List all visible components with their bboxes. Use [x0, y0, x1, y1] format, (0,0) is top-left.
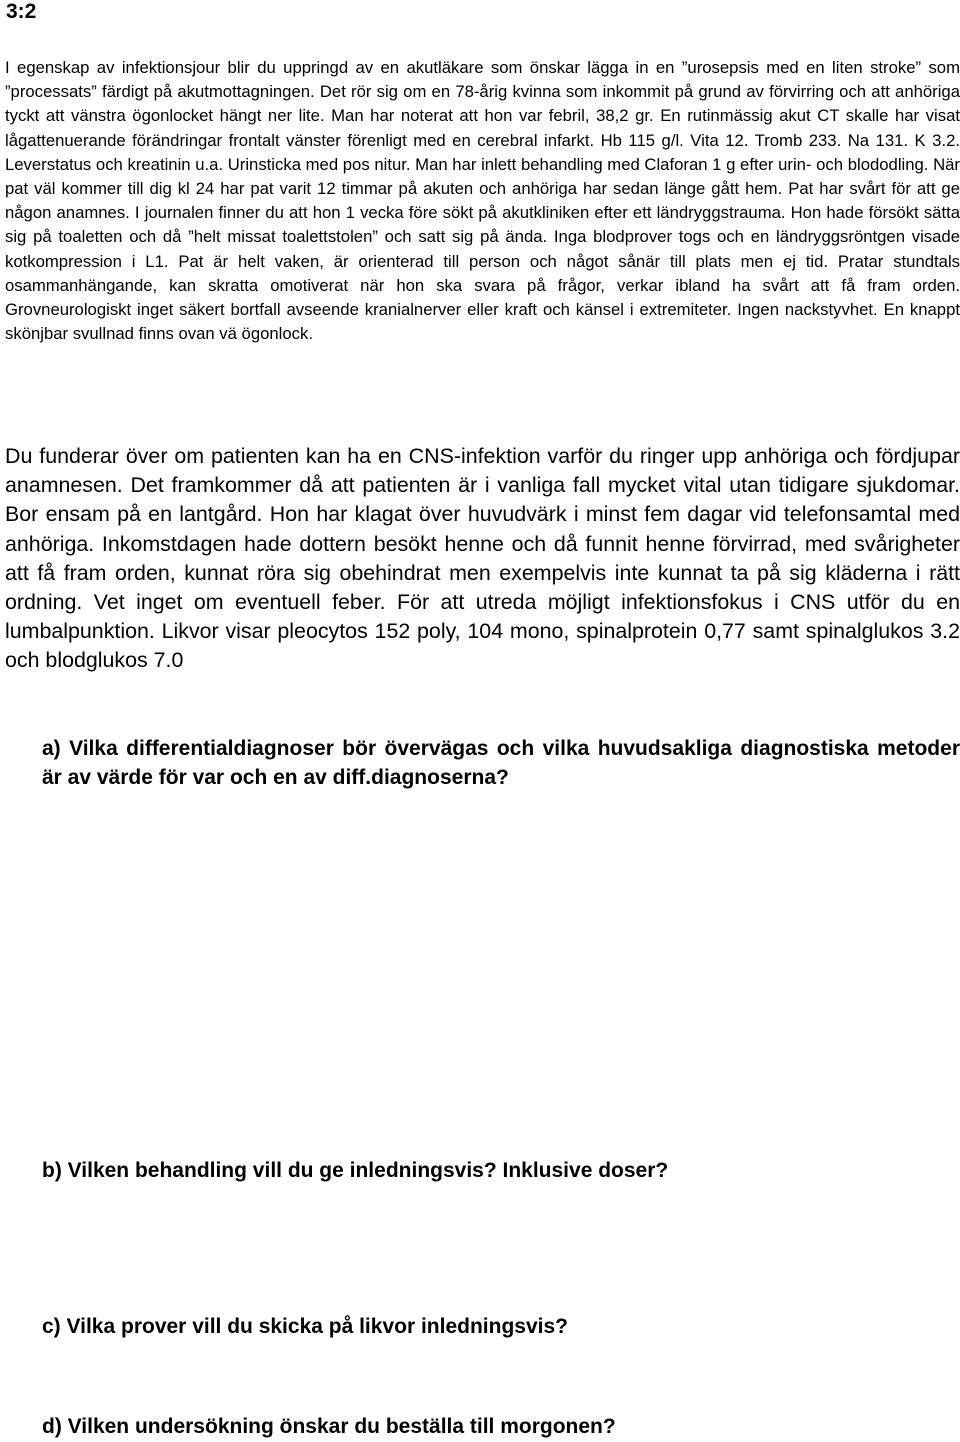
case-followup: Du funderar över om patienten kan ha en CNS-infektion varför du ringer upp anhöriga och fördjupar anamnesen. Det framkommer då att patienten är i vanliga fall mycket vital utan tidigare sjukdomar. Bor ensam på en lantgård. Hon har klagat över huvudvärk i minst fem dagar vid telefonsamtal med anhöriga. Inkomstdagen hade dottern besökt henne och då funnit henne förvirrad, med svårigheter att få fram orden, kunnat röra sig obehindrat men exempelvis inte kunnat ta på sig kläderna i rätt ordning. Vet inget om eventuell feber. För att utreda möjligt infektionsfokus i CNS utför du en lumbalpunktion. Likvor visar pleocytos 152 poly, 104 mono, spinalprotein 0,77 samt spinalglukos 3.2 och blodglukos 7.0: [5, 444, 960, 673]
section-heading: 3:2: [6, 0, 37, 23]
question-c: c) Vilka prover vill du skicka på likvor inledningsvis?: [42, 1315, 568, 1338]
question-b: b) Vilken behandling vill du ge inledningsvis? Inklusive doser?: [42, 1159, 669, 1182]
question-d: d) Vilken undersökning önskar du beställa till morgonen?: [42, 1415, 616, 1438]
question-a: a) Vilka differentialdiagnoser bör övervägas och vilka huvudsakliga diagnostiska metoder är av värde för var och en av diff.diagnoserna?: [42, 737, 960, 789]
case-description: I egenskap av infektionsjour blir du uppringd av en akutläkare som önskar lägga in en ”urosepsis med en liten stroke” som ”processats” färdigt på akutmottagningen. Det rör sig om en 78-årig kvinna som inkommit på grund av förvirring och att anhöriga tyckt att vänstra ögonlocket hängt ner lite. Man har noterat att hon var febril, 38,2 gr. En rutinmässig akut CT skalle har visat lågattenuerande förändringar frontalt vänster förenligt med en cerebral infarkt. Hb 115 g/l. Vita 12. Tromb 233. Na 131. K 3.2. Leverstatus och kreatinin u.a. Urinsticka med pos nitur. Man har inlett behandling med Claforan 1 g efter urin- och blododling. När pat väl kommer till dig kl 24 har pat varit 12 timmar på akuten och anhöriga har sedan länge gått hem. Pat har svårt för att ge någon anamnes. I journalen finner du att hon 1 vecka före sökt på akutkliniken efter ett ländryggstrauma. Hon hade försökt sätta sig på toaletten och då ”helt missat toalettstolen” och satt sig på ända. Inga blodprover togs och en ländryggsröntgen visade kotkompression i L1. Pat är helt vaken, är orienterad till person och något sånär till plats men ej tid. Pratar stundtals osammanhängande, kan skratta omotiverat när hon ska svara på frågor, verkar ibland ha svårt att få fram orden. Grovneurologiskt inget säkert bortfall avseende kranialnerver eller kraft och känsel i extremiteter. Ingen nackstyvhet. En knappt skönjbar svullnad finns ovan vä ögonlock.: [5, 58, 960, 344]
